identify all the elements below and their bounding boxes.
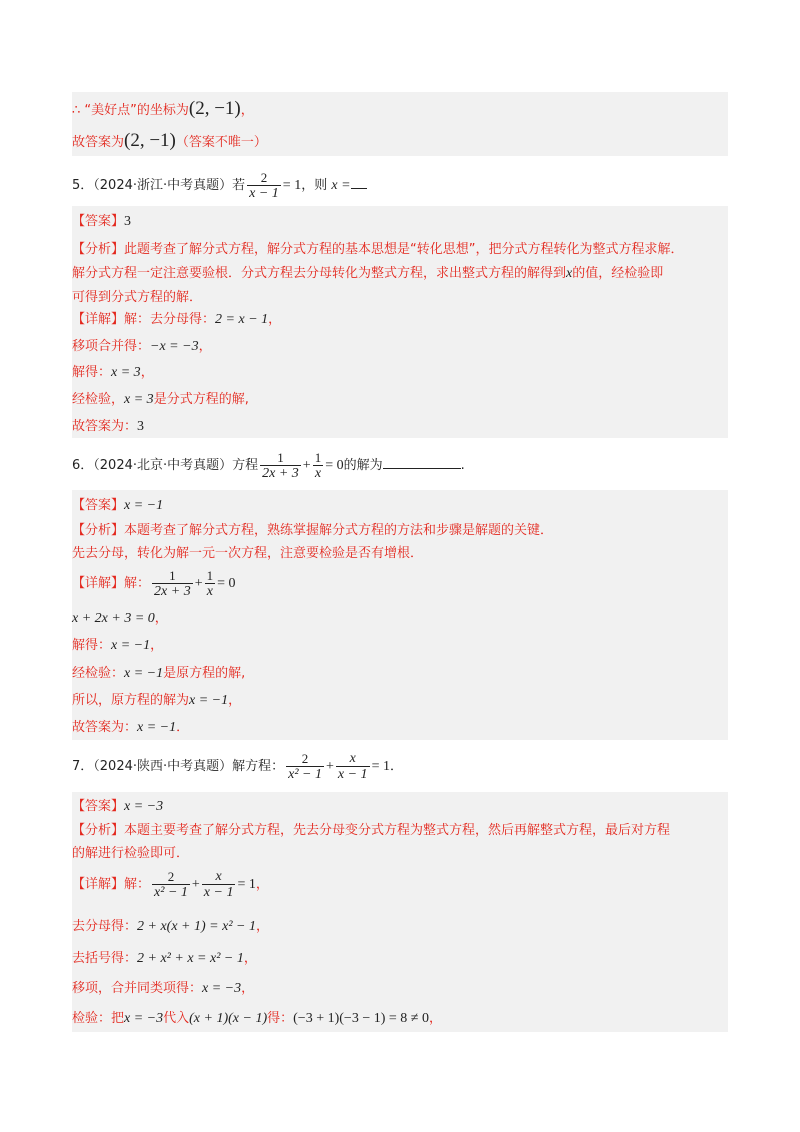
q5-fraction: $\frac{2}{x - 1}$ — [249, 170, 279, 201]
question-6: 6．（2024·北京·中考真题）方程 $\frac{1}{2x + 3}$ + $\frac{1}{x}$ = 0的解为 . — [72, 450, 465, 481]
q7-analysis-2: 的解进行检验即可． — [72, 846, 190, 861]
q7-answer: 【答案】x = −3 — [72, 799, 164, 814]
q6-fraction-2: $\frac{1}{x}$ — [314, 450, 322, 481]
q5-answer: 【答案】3 — [72, 214, 132, 229]
q7-detail-fraction-1: $\frac{2}{\text{x² − 1}}$ — [154, 869, 188, 900]
q7-step-3: 去括号得：2 + x² + x = x² − 1， — [72, 951, 257, 966]
q6-step-6: 故答案为：x = −1． — [72, 720, 190, 735]
q7-step-4: 移项，合并同类项得：x = −3， — [72, 981, 255, 996]
q5-detail-1: 【详解】解：去分母得：2 = x − 1， — [72, 312, 282, 327]
top-line-2: 故答案为(2, −1)（答案不唯一） — [72, 130, 267, 151]
q7-analysis-1: 【分析】本题主要考查了解分式方程，先去分母变分式方程为整式方程，然后再解整式方程，最后对方程 — [72, 823, 671, 838]
q5-analysis-3: 可得到分式方程的解． — [72, 290, 203, 305]
q6-detail-1: 【详解】解： $\frac{1}{2x + 3}$ + $\frac{1}{x}$ = 0 — [72, 568, 236, 599]
q6-detail-fraction-1: $\frac{1}{2x + 3}$ — [154, 568, 191, 599]
q6-answer-blank — [383, 457, 461, 469]
q6-step-5: 所以，原方程的解为x = −1， — [72, 693, 242, 708]
q5-detail-2: 移项合并得：−x = −3， — [72, 339, 212, 354]
q7-step-2: 去分母得：2 + x(x + 1) = x² − 1， — [72, 919, 269, 934]
answer-coordinate: (2, −1) — [124, 130, 176, 151]
q6-answer: 【答案】x = −1 — [72, 498, 164, 513]
point-coordinate: (2, −1) — [188, 98, 241, 119]
question-5: 5．（2024·浙江·中考真题）若 $\frac{2}{x - 1}$ = 1，则 x = — [72, 170, 367, 201]
q5-detail-5: 故答案为：3 — [72, 419, 145, 434]
q6-detail-fraction-2: $\frac{1}{x}$ — [206, 568, 214, 599]
q7-step-5: 检验：把x = −3代入(x + 1)(x − 1)得：(−3 + 1)(−3 − 1) = 8 ≠ 0， — [72, 1011, 442, 1026]
q7-detail-fraction-2: $\frac{x}{x - 1}$ — [203, 869, 234, 900]
q7-fraction-1: $\frac{2}{\text{x² − 1}}$ — [288, 751, 322, 782]
q5-detail-4: 经检验，x = 3是分式方程的解, — [72, 392, 249, 407]
top-line-1: ∴ “美好点”的坐标为(2, −1)， — [72, 98, 254, 119]
q6-step-2: x + 2x + 3 = 0， — [72, 611, 168, 626]
q6-step-4: 经检验：x = −1是原方程的解, — [72, 666, 246, 681]
q6-analysis-2: 先去分母，转化为解一元一次方程，注意要检验是否有增根． — [72, 546, 424, 561]
question-7: 7．（2024·陕西·中考真题）解方程： $\frac{2}{\text{x² − 1}}$ + $\frac{x}{x - 1}$ = 1． — [72, 751, 403, 782]
q6-analysis-1: 【分析】本题考查了解分式方程，熟练掌握解分式方程的方法和步骤是解题的关键． — [72, 523, 554, 538]
q7-fraction-2: $\frac{x}{x - 1}$ — [337, 751, 368, 782]
q5-analysis-2: 解分式方程一定注意要验根．分式方程去分母转化为整式方程，求出整式方程的解得到x的值，经检验即 — [72, 266, 664, 281]
q5-detail-3: 解得：x = 3， — [72, 365, 154, 380]
q7-detail-1: 【详解】解： $\frac{2}{\text{x² − 1}}$ + $\frac{x}{x - 1}$ = 1， — [72, 869, 269, 900]
q6-fraction-1: $\frac{1}{2x + 3}$ — [262, 450, 299, 481]
q5-answer-blank — [351, 180, 367, 189]
q5-analysis-1: 【分析】此题考查了解分式方程，解分式方程的基本思想是“转化思想”，把分式方程转化为整式方程求解． — [72, 242, 684, 257]
q6-step-3: 解得：x = −1， — [72, 638, 164, 653]
